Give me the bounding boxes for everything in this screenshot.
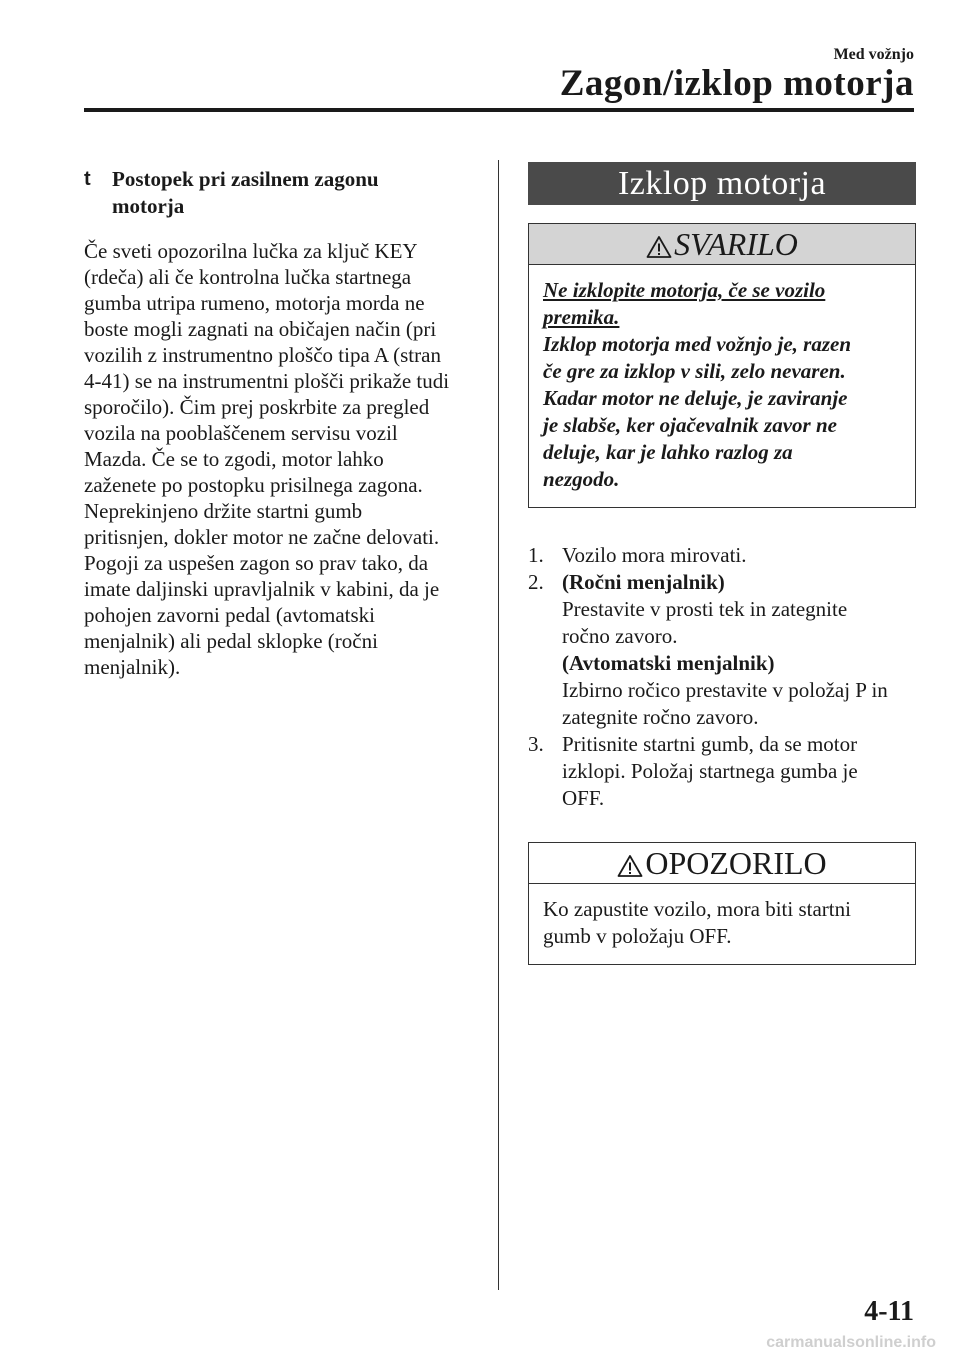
bullet-icon: t — [84, 168, 91, 190]
section-banner: Izklop motorja — [528, 162, 916, 205]
page-number: 4-11 — [864, 1296, 914, 1327]
step-item — [528, 569, 916, 731]
warning-line: če gre za izklop v sili, zelo nevaren. — [543, 359, 846, 383]
body-paragraph — [84, 238, 480, 680]
step-line: izklopi. Položaj startnega gumba je — [562, 759, 858, 783]
step-line: Vozilo mora mirovati. — [562, 543, 747, 567]
step-number: 3. — [528, 732, 544, 756]
left-column — [84, 166, 480, 680]
para-line: menjalnik) ali pedal sklopke (ročni — [84, 629, 378, 653]
para-line: sporočilo). Čim prej poskrbite za pregled — [84, 395, 430, 419]
step-item — [528, 731, 916, 812]
warning-header — [529, 224, 915, 265]
para-line: 4-41) se na instrumentni plošči prikaže tudi — [84, 369, 450, 393]
para-line: Pogoji za uspešen zagon so prav tako, da — [84, 551, 429, 575]
para-line: menjalnik). — [84, 655, 181, 679]
step-number: 2. — [528, 570, 544, 594]
caution-line: Ko zapustite vozilo, mora biti startni — [543, 897, 851, 921]
step-item — [528, 542, 916, 569]
caution-header — [529, 843, 915, 884]
warning-box — [528, 223, 916, 508]
para-line: Mazda. Če se to zgodi, motor lahko — [84, 447, 384, 471]
caution-box — [528, 842, 916, 965]
warning-triangle-icon — [646, 228, 672, 268]
step-line: Pritisnite startni gumb, da se motor — [562, 732, 858, 756]
header-section: Med vožnjo — [833, 46, 914, 63]
para-line: boste mogli zagnati na običajen način (pri — [84, 317, 437, 341]
page-title: Zagon/izklop motorja — [559, 63, 914, 104]
subheading-line: Postopek pri zasilnem zagonu — [112, 167, 379, 191]
step-line: ročno zavoro. — [562, 624, 678, 648]
para-line: pohojen zavorni pedal (avtomatski — [84, 603, 375, 627]
para-line: (rdeča) ali če kontrolna lučka startnega — [84, 265, 412, 289]
steps-list — [528, 542, 916, 812]
warning-line: Kadar motor ne deluje, je zaviranje — [543, 386, 848, 410]
para-line: imate daljinski upravljalnik v kabini, da je — [84, 577, 440, 601]
warning-title: SVARILO — [674, 226, 798, 262]
para-line: zaženete po postopku prisilnega zagona. — [84, 473, 423, 497]
warning-line: Ne izklopite motorja, če se vozilo — [543, 278, 826, 302]
para-line: Če sveti opozorilna lučka za ključ KEY — [84, 239, 418, 263]
para-line: pritisnjen, dokler motor ne začne delovati. — [84, 525, 440, 549]
para-line: vozilih z instrumentno ploščo tipa A (stran — [84, 343, 441, 367]
warning-triangle-icon — [617, 847, 643, 887]
footer-watermark: carmanualsonline.info — [766, 1334, 936, 1351]
column-divider — [498, 160, 499, 1290]
subheading-line: motorja — [112, 194, 185, 218]
warning-line: premika. — [543, 305, 620, 329]
caution-title: OPOZORILO — [645, 845, 827, 881]
warning-body — [529, 265, 915, 507]
para-line: Neprekinjeno držite startni gumb — [84, 499, 363, 523]
step-line: OFF. — [562, 786, 605, 810]
step-number: 1. — [528, 543, 544, 567]
step-line: Izbirno ročico prestavite v položaj P in — [562, 678, 888, 702]
header-rule — [84, 108, 914, 112]
warning-line: deluje, kar je lahko razlog za — [543, 440, 793, 464]
step-subheading: (Ročni menjalnik) — [562, 570, 725, 594]
para-line: vozila na pooblaščenem servisu vozil — [84, 421, 398, 445]
step-subheading: (Avtomatski menjalnik) — [562, 651, 775, 675]
step-line: zategnite ročno zavoro. — [562, 705, 759, 729]
right-column — [528, 162, 916, 965]
warning-line: Izklop motorja med vožnjo je, razen — [543, 332, 852, 356]
subheading — [84, 166, 480, 220]
caution-body — [529, 884, 915, 964]
step-line: Prestavite v prosti tek in zategnite — [562, 597, 848, 621]
warning-line: je slabše, ker ojačevalnik zavor ne — [543, 413, 837, 437]
para-line: gumba utripa rumeno, motorja morda ne — [84, 291, 425, 315]
caution-line: gumb v položaju OFF. — [543, 924, 732, 948]
warning-line: nezgodo. — [543, 467, 620, 491]
